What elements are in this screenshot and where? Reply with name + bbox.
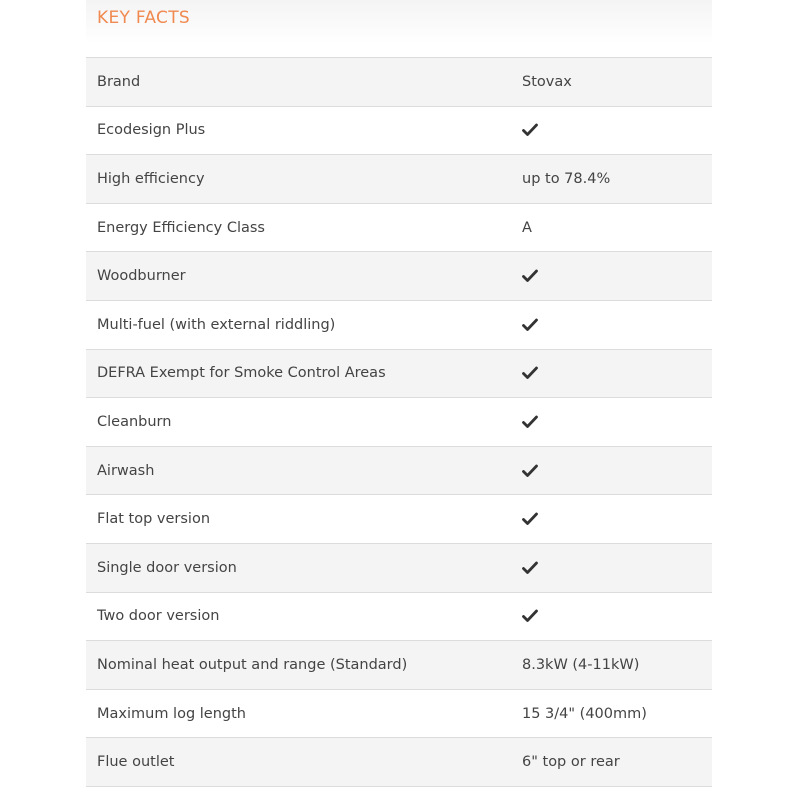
fact-row	[86, 690, 712, 739]
fact-label: Maximum log length	[97, 705, 246, 722]
key-facts-title: KEY FACTS	[97, 8, 190, 28]
fact-label: Brand	[97, 73, 141, 90]
fact-label: Airwash	[97, 462, 155, 479]
fact-row	[86, 107, 712, 156]
fact-value	[522, 317, 712, 333]
fact-value	[522, 560, 712, 576]
fact-row	[86, 252, 712, 301]
fact-value	[522, 414, 712, 430]
check-icon	[522, 561, 538, 575]
fact-row	[86, 350, 712, 399]
fact-value	[522, 608, 712, 624]
fact-label: Flat top version	[97, 511, 211, 528]
fact-label: Energy Efficiency Class	[97, 219, 265, 236]
header-spacer	[86, 44, 712, 57]
fact-value: up to 78.4%	[522, 170, 611, 187]
check-icon	[522, 269, 538, 283]
fact-label: Single door version	[97, 559, 237, 576]
fact-value	[522, 122, 712, 138]
fact-value	[522, 511, 712, 527]
fact-value: 6" top or rear	[522, 754, 620, 771]
check-icon	[522, 415, 538, 429]
fact-row	[86, 155, 712, 204]
fact-row	[86, 204, 712, 253]
fact-row	[86, 495, 712, 544]
fact-value	[522, 365, 712, 381]
key-facts-header	[86, 0, 712, 44]
key-facts-panel	[86, 0, 712, 800]
fact-label: Ecodesign Plus	[97, 122, 206, 139]
fact-label: Two door version	[97, 608, 220, 625]
fact-row	[86, 544, 712, 593]
fact-value	[522, 463, 712, 479]
check-icon	[522, 123, 538, 137]
fact-row	[86, 738, 712, 787]
check-icon	[522, 318, 538, 332]
fact-row	[86, 58, 712, 107]
fact-row	[86, 593, 712, 642]
fact-label: Flue outlet	[97, 754, 175, 771]
fact-label: Woodburner	[97, 268, 186, 285]
fact-label: Cleanburn	[97, 413, 172, 430]
fact-row	[86, 398, 712, 447]
fact-row	[86, 641, 712, 690]
fact-label: Nominal heat output and range (Standard)	[97, 656, 408, 673]
fact-row	[86, 447, 712, 496]
check-icon	[522, 512, 538, 526]
fact-label: High efficiency	[97, 170, 205, 187]
fact-label: DEFRA Exempt for Smoke Control Areas	[97, 365, 386, 382]
fact-label: Multi-fuel (with external riddling)	[97, 316, 336, 333]
check-icon	[522, 464, 538, 478]
fact-value: 8.3kW (4-11kW)	[522, 656, 640, 673]
check-icon	[522, 366, 538, 380]
fact-value	[522, 268, 712, 284]
check-icon	[522, 609, 538, 623]
fact-value: 15 3/4" (400mm)	[522, 705, 647, 722]
fact-value: Stovax	[522, 73, 572, 90]
key-facts-table	[86, 57, 712, 787]
fact-value: A	[522, 219, 532, 236]
fact-row	[86, 301, 712, 350]
